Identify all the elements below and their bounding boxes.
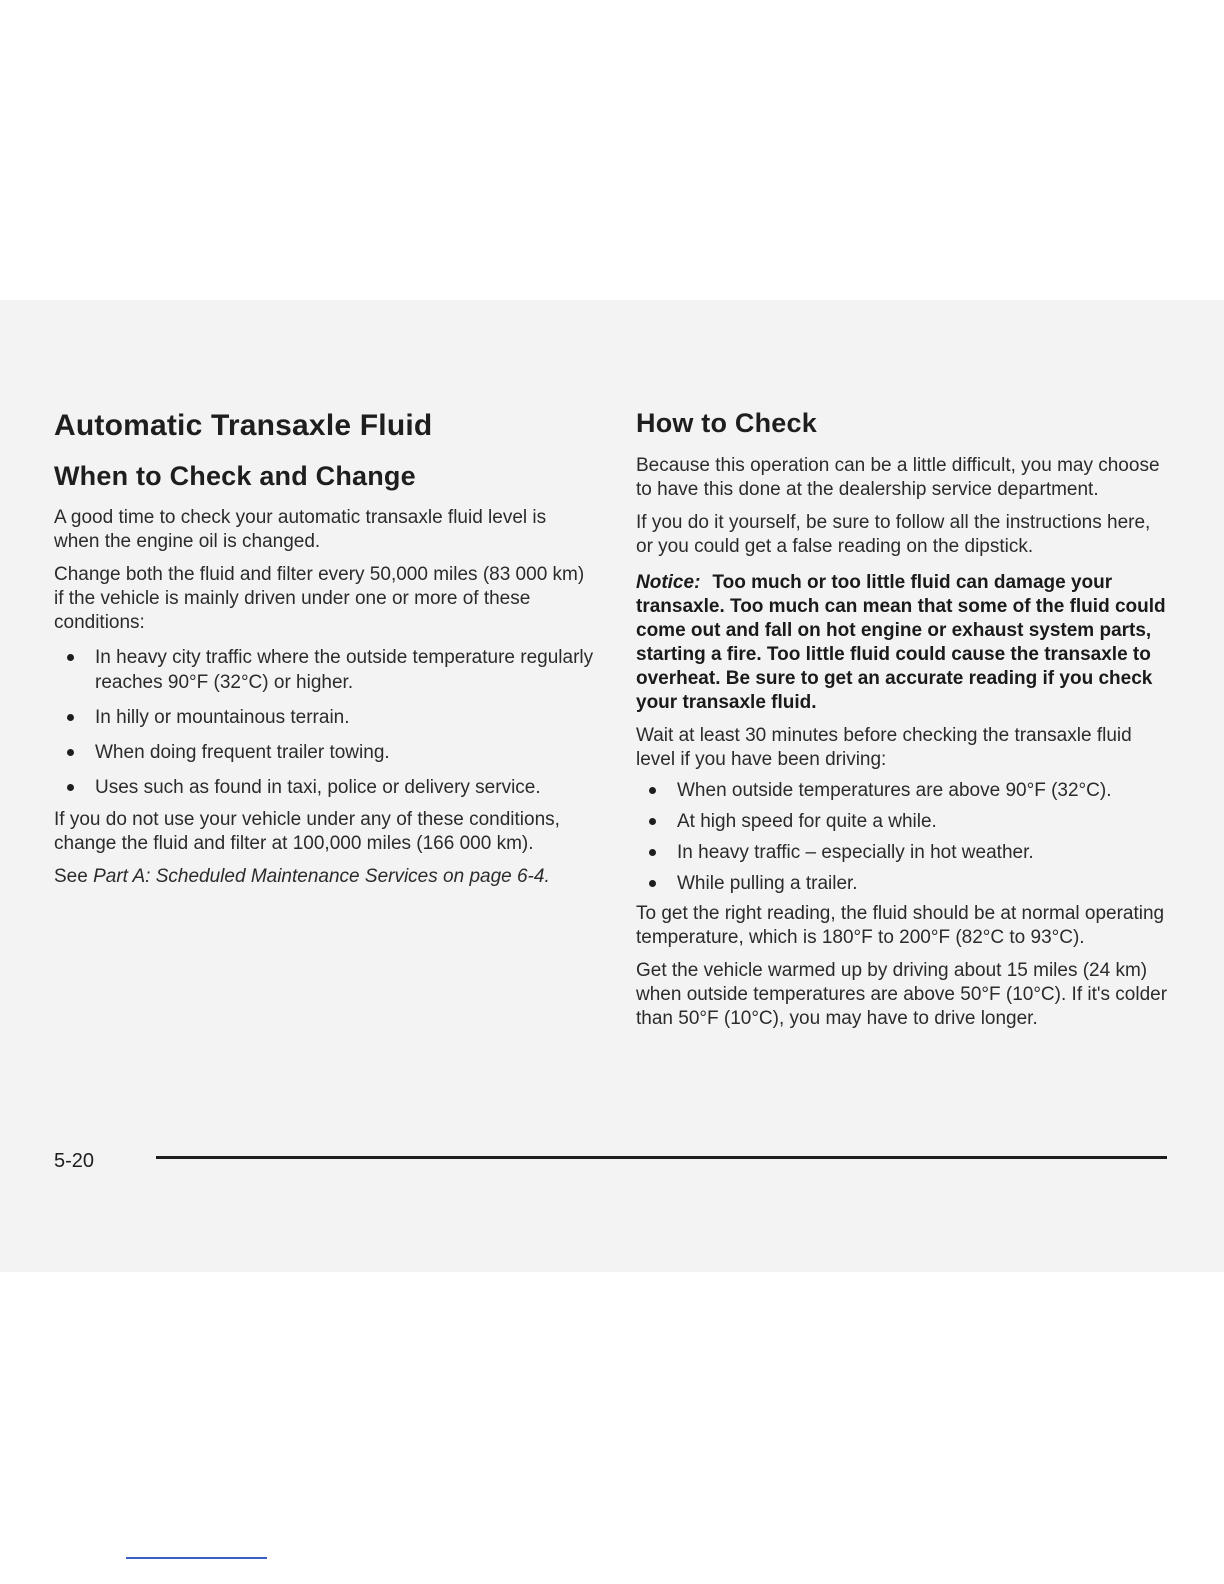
bullet-icon: [649, 818, 656, 825]
bullet-icon: [67, 714, 74, 721]
paragraph-see-reference: See Part A: Scheduled Maintenance Services on page 6-4.: [54, 866, 550, 887]
paragraph-dealership: Because this operation can be a little difficult, you may choose to have this done at the dealership service department.: [636, 455, 1160, 500]
bullet-icon: [649, 787, 656, 794]
subsection-title: When to Check and Change: [54, 461, 416, 491]
list-item: When doing frequent trailer towing.: [54, 740, 594, 765]
bullet-icon: [649, 880, 656, 887]
list-item: In hilly or mountainous terrain.: [54, 705, 594, 730]
list-item: Uses such as found in taxi, police or delivery service.: [54, 775, 594, 800]
paragraph-instructions: If you do it yourself, be sure to follow all the instructions here, or you could get a false reading on the dipstick.: [636, 512, 1151, 557]
paragraph-wait: Wait at least 30 minutes before checking the transaxle fluid level if you have been driving:: [636, 725, 1132, 770]
cross-reference-link[interactable]: Part A: Scheduled Maintenance Services on page 6-4.: [93, 866, 550, 887]
conditions-list: [54, 645, 594, 800]
section-title: Automatic Transaxle Fluid: [54, 409, 433, 442]
bullet-icon: [67, 654, 74, 661]
paragraph-temperature: To get the right reading, the fluid should be at normal operating temperature, which is 180°F to 200°F (82°C to 93°C).: [636, 903, 1165, 948]
footer-divider: [156, 1156, 1167, 1159]
page-number: 5-20: [54, 1150, 95, 1172]
list-item: When outside temperatures are above 90°F (32°C).: [636, 778, 1171, 803]
bullet-icon: [67, 749, 74, 756]
how-to-check-title: How to Check: [636, 408, 817, 438]
paragraph-check-time: A good time to check your automatic transaxle fluid level is when the engine oil is changed.: [54, 507, 547, 552]
left-column: [54, 408, 594, 889]
list-item: While pulling a trailer.: [636, 871, 1171, 896]
paragraph-normal-interval: If you do not use your vehicle under any of these conditions, change the fluid and filter at 100,000 miles (166 000 km).: [54, 809, 560, 854]
notice-block: [636, 571, 1171, 715]
paragraph-warm-up: Get the vehicle warmed up by driving about 15 miles (24 km) when outside temperatures are above 50°F (10°C). If it's colder than 50°F (10°C), you may have to drive longer.: [636, 960, 1168, 1029]
notice-label: Notice:: [636, 572, 701, 593]
notice-text: Too much or too little fluid can damage your transaxle. Too much can mean that some of the fluid could come out and fall on hot engine or exhaust system parts, starting a fire. Too little fluid could cause the transaxle to overheat. Be sure to get an accurate reading if you check your transaxle fluid.: [636, 572, 1166, 713]
bottom-link-underline: [126, 1557, 267, 1559]
list-item: In heavy traffic – especially in hot weather.: [636, 840, 1171, 865]
right-column: [636, 406, 1171, 1031]
bullet-icon: [649, 849, 656, 856]
driving-conditions-list: [636, 778, 1171, 896]
paragraph-change-interval: Change both the fluid and filter every 50,000 miles (83 000 km) if the vehicle is mainly driven under one or more of these conditions:: [54, 564, 585, 633]
list-item: In heavy city traffic where the outside temperature regularly reaches 90°F (32°C) or higher.: [54, 645, 594, 695]
list-item: At high speed for quite a while.: [636, 809, 1171, 834]
bullet-icon: [67, 784, 74, 791]
